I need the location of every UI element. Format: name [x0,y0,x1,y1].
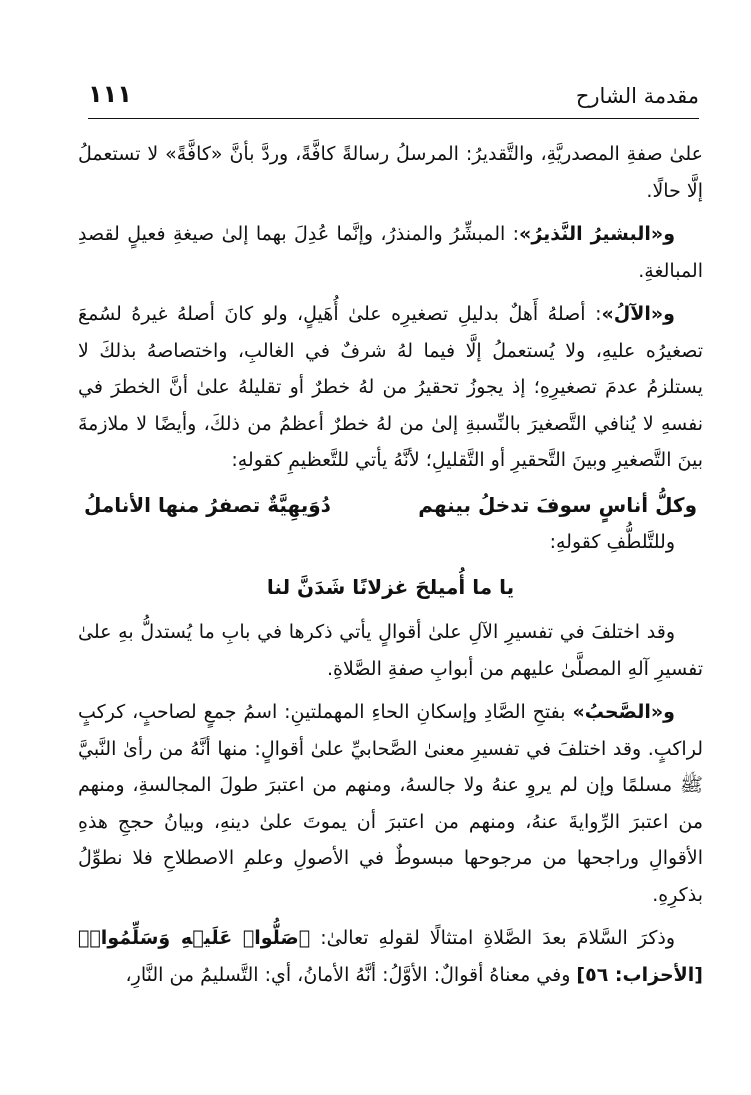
paragraph-text: وللتَّلطُّفِ كقولهِ: [549,530,675,553]
verse-second-hemistich: دُوَيهِيَّةٌ تصفرُ منها الأناملُ [84,492,331,517]
quran-reference: [الأحزاب: ٥٦] [576,963,703,986]
salawat-symbol: ﷺ [680,774,703,796]
running-title: مقدمة الشارح [575,84,699,108]
paragraph-1 [78,136,703,209]
paragraph-text: علىٰ صفةِ المصدريَّةِ، والتَّقديرُ: المرسلُ رسالةً كافَّةً، وردَّ بأنَّ «كافَّةً» لا تستعملُ إلَّا حالًا. [78,143,703,202]
paragraph-text: : أصلهُ أَهلٌ بدليلِ تصغيرِه علىٰ أُهَيلٍ، ولو كانَ أصلهُ غيرهُ لسُمعَ تصغيرُه عليهِ، ولا يُستعملُ إلَّا فيما لهُ شرفٌ في الغالبِ، واختصاصهُ بذلكَ لا يستلزمُ عدمَ تصغيرِهِ؛ إذ يجوزُ تحقيرُ من لهُ خطرٌ أو تقليلهُ علىٰ أنَّ الخطرَ في نفسهِ لا يُنافي التَّصغيرَ بالنِّسبةِ إلىٰ من لهُ خطرٌ أعظمُ من ذلكَ، وأيضًا لا ملازمةَ بينَ التَّصغيرِ وبينَ التَّحقيرِ أو التَّقليلِ؛ لأنَّهُ يأتي للتَّعظيمِ كقولهِ: [78,303,703,471]
defined-term: و«الآلُ» [601,303,675,325]
paragraph-salam [78,920,703,993]
defined-term: و«البشيرُ النَّذيرُ» [519,223,675,245]
paragraph-text: : المبشِّرُ والمنذرُ، وإنَّما عُدِلَ بهما إلىٰ صيغةِ فعيلٍ لقصدِ المبالغةِ. [78,223,703,282]
paragraph-talattuf [78,524,703,561]
paragraph-text: وفي معناهُ أقوالٌ: الأوَّلُ: أنَّهُ الأمانُ، أي: التَّسليمُ من النَّارِ، [125,963,571,986]
verse-first-hemistich: وكلُّ أناسٍ سوفَ تدخلُ بينهم [418,492,697,517]
paragraph-ikhtilaf [78,614,703,687]
paragraph-text: وذكرَ السَّلامَ بعدَ الصَّلاةِ امتثالًا لقولهِ تعالىٰ: [320,927,676,949]
paragraph-sahb [78,694,703,913]
paragraph-aal [78,296,703,479]
page-header [88,78,699,114]
paragraph-text: مسلمًا وإن لم يروِ عنهُ ولا جالسهُ، ومنهم من اعتبرَ طولَ المجالسةِ، ومنهم من اعتبرَ الرِّوايةَ عنهُ، ومنهم من اعتبرَ أن يموتَ علىٰ دينهِ، وبيانُ حججِ هذهِ الأقوالِ وراجحها من مرجوحها مبسوطٌ في الأصولِ وعلمِ الاصطلاحِ فلا نطوِّلُ بذكرِهِ. [78,774,703,906]
paragraph-text: بفتحِ الصَّادِ وإسكانِ الحاءِ المهملتينِ: اسمُ جمعٍ لصاحبٍ، كركبٍ لراكبٍ. وقد اختلفَ في تفسيرِ معنىٰ الصَّحابيِّ علىٰ أقوالٍ: منها أنَّهُ من رأىٰ النَّبيَّ [78,701,703,760]
paragraph-bashir [78,216,703,289]
poetry-verse-1 [84,486,697,524]
main-text [78,136,703,1000]
poetry-verse-2: يا ما أُميلحَ غزلانًا شَدَنَّ لنا [266,575,515,599]
quran-quote: ﴿صَلُّوا۟ عَلَيۡهِ وَسَلِّمُوا۟﴾ [78,927,311,949]
header-divider [88,118,699,119]
defined-term: و«الصَّحبُ» [572,701,675,723]
page-number: ١١١ [88,80,132,108]
paragraph-text: وقد اختلفَ في تفسيرِ الآلِ علىٰ أقوالٍ يأتي ذكرها في بابِ ما يُستدلُّ بهِ علىٰ تفسيرِ آلهِ المصلَّىٰ عليهم من أبوابِ صفةِ الصَّلاةِ. [78,621,703,680]
